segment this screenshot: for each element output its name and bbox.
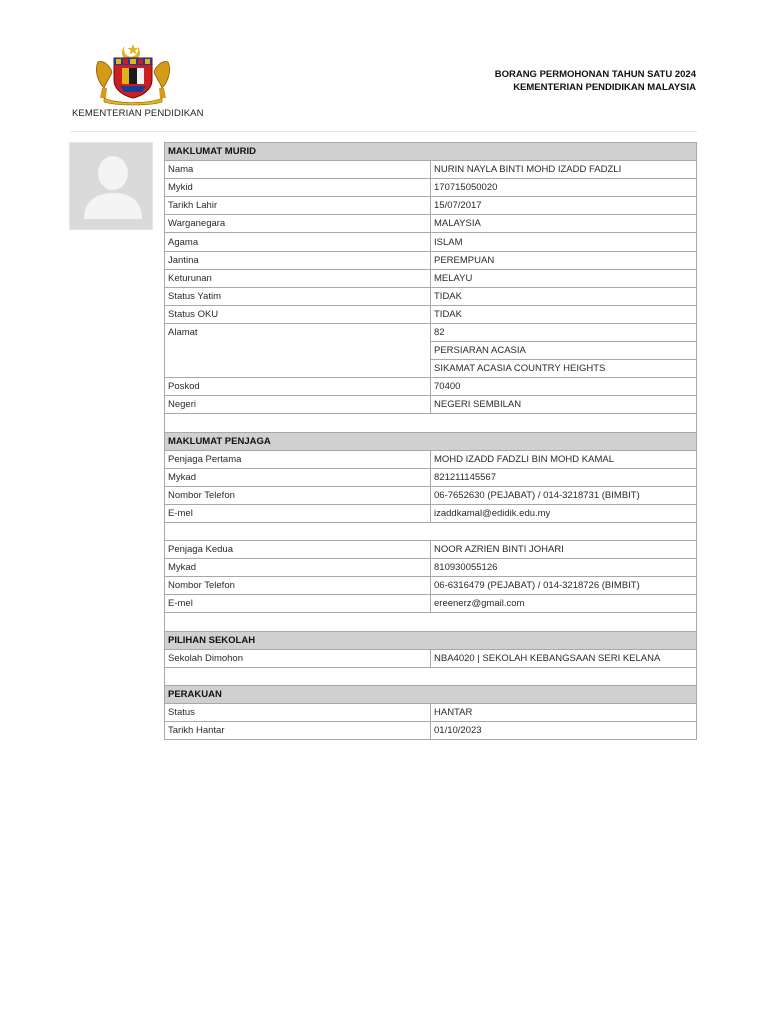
table-row <box>165 504 697 522</box>
table-row <box>165 215 697 233</box>
field-label: Penjaga Kedua <box>165 541 431 559</box>
coat-of-arms-logo-icon <box>92 42 174 106</box>
field-value-status-yatim: TIDAK <box>431 287 697 305</box>
field-value-nama: NURIN NAYLA BINTI MOHD IZADD FADZLI <box>431 161 697 179</box>
field-label: Keturunan <box>165 269 431 287</box>
section-heading: MAKLUMAT MURID <box>165 143 697 161</box>
table-row <box>165 287 697 305</box>
table-row <box>165 233 697 251</box>
field-value-status-oku: TIDAK <box>431 305 697 323</box>
spacer-cell <box>165 613 697 631</box>
section-heading: PERAKUAN <box>165 685 697 703</box>
table-row <box>165 450 697 468</box>
field-label: Tarikh Hantar <box>165 722 431 740</box>
spacer-row <box>165 414 697 432</box>
field-label: Penjaga Pertama <box>165 450 431 468</box>
field-value-tarikh-lahir: 15/07/2017 <box>431 197 697 215</box>
field-label: Sekolah Dimohon <box>165 649 431 667</box>
field-value-penjaga-kedua-telefon: 06-6316479 (PEJABAT) / 014-3218726 (BIMBIT) <box>431 577 697 595</box>
table-row <box>165 649 697 667</box>
field-label: Mykad <box>165 468 431 486</box>
field-value-negeri: NEGERI SEMBILAN <box>431 396 697 414</box>
field-label: Warganegara <box>165 215 431 233</box>
user-silhouette-icon <box>70 143 153 230</box>
field-value-penjaga-pertama-emel: izaddkamal@edidik.edu.my <box>431 504 697 522</box>
section-pilihan-sekolah <box>165 631 697 649</box>
field-value-alamat-3: SIKAMAT ACASIA COUNTRY HEIGHTS <box>431 360 697 378</box>
field-value-mykid: 170715050020 <box>431 179 697 197</box>
field-label: Tarikh Lahir <box>165 197 431 215</box>
table-row <box>165 161 697 179</box>
table-row <box>165 559 697 577</box>
spacer-row <box>165 522 697 540</box>
field-value-alamat-2: PERSIARAN ACASIA <box>431 342 697 360</box>
table-row <box>165 595 697 613</box>
spacer-cell <box>165 667 697 685</box>
table-row <box>165 541 697 559</box>
document-title <box>495 68 696 94</box>
spacer-row <box>165 667 697 685</box>
table-row <box>165 577 697 595</box>
field-label: Agama <box>165 233 431 251</box>
document-header <box>0 0 768 132</box>
spacer-cell <box>165 414 697 432</box>
field-label: E-mel <box>165 504 431 522</box>
field-label: Alamat <box>165 323 431 377</box>
table-row <box>165 197 697 215</box>
field-value-sekolah-dimohon: NBA4020 | SEKOLAH KEBANGSAAN SERI KELANA <box>431 649 697 667</box>
document-title-line-2: KEMENTERIAN PENDIDIKAN MALAYSIA <box>513 82 696 93</box>
field-label: Status <box>165 703 431 721</box>
field-label: Status Yatim <box>165 287 431 305</box>
field-label: E-mel <box>165 595 431 613</box>
field-label: Nombor Telefon <box>165 577 431 595</box>
spacer-cell <box>165 522 697 540</box>
field-value-status: HANTAR <box>431 703 697 721</box>
field-value-keturunan: MELAYU <box>431 269 697 287</box>
field-value-poskod: 70400 <box>431 378 697 396</box>
field-label: Status OKU <box>165 305 431 323</box>
field-value-alamat-1: 82 <box>431 323 697 341</box>
ministry-label: KEMENTERIAN PENDIDIKAN <box>72 108 204 119</box>
table-row <box>165 251 697 269</box>
table-row <box>165 396 697 414</box>
field-value-tarikh-hantar: 01/10/2023 <box>431 722 697 740</box>
table-row <box>165 486 697 504</box>
section-heading: PILIHAN SEKOLAH <box>165 631 697 649</box>
section-maklumat-murid <box>165 143 697 161</box>
field-value-penjaga-pertama-telefon: 06-7652630 (PEJABAT) / 014-3218731 (BIMBIT) <box>431 486 697 504</box>
field-value-penjaga-kedua: NOOR AZRIEN BINTI JOHARI <box>431 541 697 559</box>
section-perakuan <box>165 685 697 703</box>
spacer-row <box>165 613 697 631</box>
table-row <box>165 378 697 396</box>
field-value-penjaga-kedua-mykad: 810930055126 <box>431 559 697 577</box>
table-row <box>165 179 697 197</box>
document-title-line-1: BORANG PERMOHONAN TAHUN SATU 2024 <box>494 69 696 80</box>
field-label: Nama <box>165 161 431 179</box>
field-value-penjaga-pertama: MOHD IZADD FADZLI BIN MOHD KAMAL <box>431 450 697 468</box>
field-value-jantina: PEREMPUAN <box>431 251 697 269</box>
table-row <box>165 722 697 740</box>
field-label: Mykid <box>165 179 431 197</box>
header-divider <box>70 131 697 132</box>
field-label: Negeri <box>165 396 431 414</box>
section-heading: MAKLUMAT PENJAGA <box>165 432 697 450</box>
table-row <box>165 269 697 287</box>
application-form-table <box>164 142 697 740</box>
table-row <box>165 703 697 721</box>
field-value-agama: ISLAM <box>431 233 697 251</box>
field-label: Mykad <box>165 559 431 577</box>
field-value-warganegara: MALAYSIA <box>431 215 697 233</box>
table-row <box>165 305 697 323</box>
field-value-penjaga-kedua-emel: ereenerz@gmail.com <box>431 595 697 613</box>
section-maklumat-penjaga <box>165 432 697 450</box>
table-row <box>165 468 697 486</box>
field-label: Nombor Telefon <box>165 486 431 504</box>
table-row <box>165 323 697 341</box>
field-label: Poskod <box>165 378 431 396</box>
field-label: Jantina <box>165 251 431 269</box>
field-value-penjaga-pertama-mykad: 821211145567 <box>431 468 697 486</box>
student-photo-placeholder <box>69 142 153 230</box>
